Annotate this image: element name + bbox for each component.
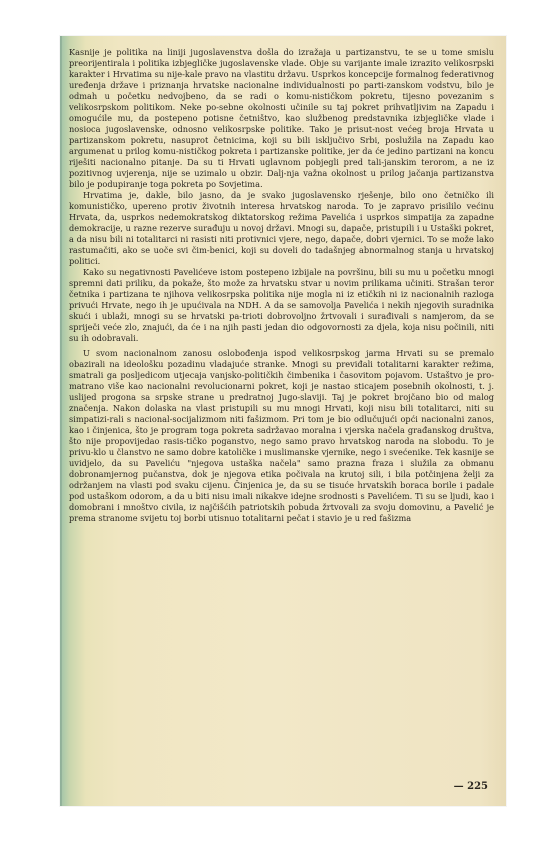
paragraph-3: Kako su negativnosti Pavelićeve istom postepeno izbijale na površinu, bili su mu u početku mnogi spremni dati priliku, da pokaže, što može za hrvatsku stvar u novim prilikama učiniti. Strašan teror četnika i partizana te njihova velikosrpska politika nije mogla ni iz etičkih ni iz nacionalnih razloga privući Hrvate, nego ih je upućivala na NDH. A da se samovolja Pavelića i nekih njegovih suradnika skući i ublaži, mnogi su se hrvatski pa-trioti dobrovoljno žrtvovali i surađivali s namjerom, da se spriječi veće zlo, znajući, da će i na njih pasti jedan dio odgovornosti za djela, koja nisu počinili, niti su ih odobravali. (69, 267, 494, 343)
paragraph-4: U svom nacionalnom zanosu oslobođenja ispod velikosrpskog jarma Hrvati su se premalo obazirali na ideološku pozadinu vladajuće stranke. Mnogi su previđali totalitarni karakter režima, smatrali ga posljedicom utjecaja vanjsko-političkih čimbenika i časovitom pojavom. Ustaštvo je pro-matrano više kao nacionalni revolucionarni pokret, koji je nastao sticajem posebnih okolnosti, t. j. uslijed progona sa srpske strane u predratnoj Jugo-slaviji. Taj je pokret brojčano bio od malog značenja. Nakon dolaska na vlast pristupili su mu mnogi Hrvati, koji nisu bili totalitarci, niti su simpatizi-rali s nacional-socijalizmom niti fašizmom. Pri tom je bio odlučujući opći nacionalni zanos, kao i činjenica, što je program toga pokreta sadržavao moralna i vjerska načela građanskog društva, što nije propovijedao rasis-tičko poganstvo, nego samo pravo hrvatskog naroda na slobodu. To je privu-klo u članstvo ne samo dobre katoličke i muslimanske vjernike, nego i svećenike. Tek kasnije se uvidjelo, da su Paveliću "njegova ustaška načela" samo prazna fraza i služila za obmanu dobronamjernog pučanstva, dok je njegova etika počivala na krutoj sili, i bila potčinjena želji za održanjem na vlasti pod svaku cijenu. Činjenica je, da su se tisuće hrvatskih boraca borile i padale pod ustaškom odorom, a da u biti nisu imali nikakve idejne srodnosti s Pavelićem. Ti su se ljudi, kao i domobrani i mnoštvo civila, iz najčišćih patriotskih pobuda žrtvovali za svoju domovinu, a Pavelić je prema stranome svijetu toj borbi utisnuo totalitarni pečat i stavio je u red fašizma (69, 348, 494, 523)
body-text (69, 47, 494, 524)
book-page (60, 36, 506, 806)
paragraph-2: Hrvatima je, dakle, bilo jasno, da je svako jugoslavensko rješenje, bilo ono četničko ili komunističko, upereno protiv životnih interesa hrvatskog naroda. To je zapravo prisililo većinu Hrvata, da, usprkos nedemokratskog diktatorskog režima Pavelića i usprkos simpatija za zapadne demokracije, u razne rezerve surađuju u novoj državi. Mnogi su, dapače, pristupili i u Ustaški pokret, a da nisu bili ni totalitarci ni rasisti niti protivnici vjere, nego, dapače, dobri vjernici. To se može lako rastumačiti, ako se uoče svi čim-benici, koji su doveli do tadašnjeg abnormalnog stanja u hrvatskoj politici. (69, 190, 494, 266)
paragraph-1: Kasnije je politika na liniji jugoslavenstva došla do izražaja u partizanstvu, te se u tome smislu preorijentirala i politika izbjegličke jugoslavenske vlade. Obje su varijante imale izrazito velikosrpski karakter i Hrvatima su nije-kale pravo na vlastitu državu. Usprkos koncepcije formalnog federativnog uređenja države i priznanja hrvatske nacionalne individualnosti po parti-zanskom vodstvu, bilo je odmah u početku nedvojbeno, da se radi o komu-nističkom pokretu, tijesno povezanim s velikosrpskom politikom. Neke po-sebne okolnosti učinile su taj pokret prihvatljivim na Zapadu i omogućile mu, da postepeno potisne četništvo, kao službenog predstavnika izbjegličke vlade i nosioca jugoslavenske, odnosno velikosrpske politike. Tako je prisut-nost većeg broja Hrvata u partizanskom pokretu, nasuprot četnicima, koji su bili isključivo Srbi, poslužila na Zapadu kao argumenat u prilog komu-nističkog pokreta i partizanske politike, jer da će jedino partizani na koncu riješiti nacionalno pitanje. Da su ti Hrvati uglavnom pobjegli pred tali-janskim terorom, a ne iz pozitivnog uvjerenja, nije se uzimalo u obzir. Dalj-nja važna okolnost u prilog jačanja partizanstva bilo je podupiranje toga pokreta po Sovjetima. (69, 47, 494, 189)
page-number: — 225 (453, 781, 488, 792)
